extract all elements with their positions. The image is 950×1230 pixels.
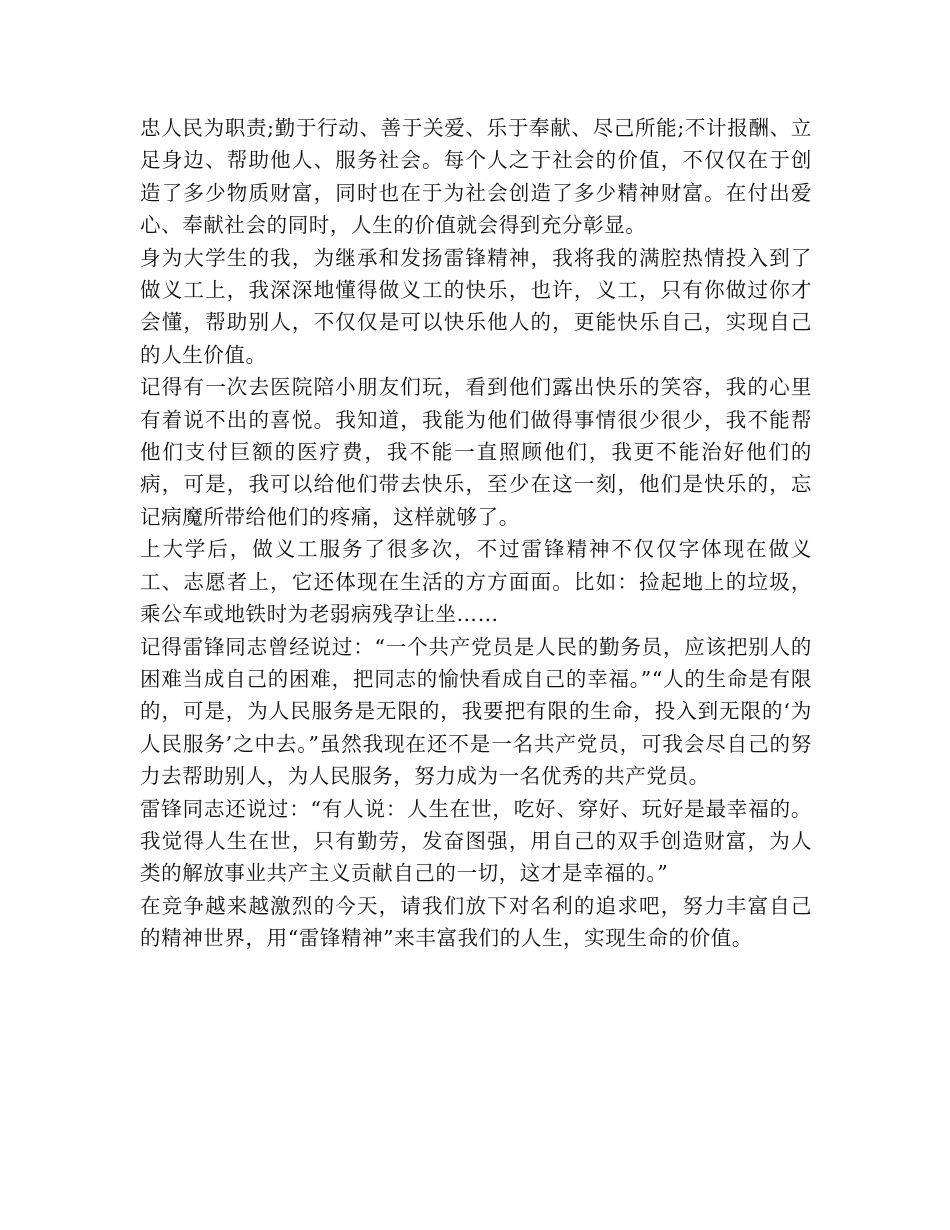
paragraph-3: 记得有一次去医院陪小朋友们玩，看到他们露出快乐的笑容，我的心里有着说不出的喜悦。我知道，我能为他们做得事情很少很少，我不能帮他们支付巨额的医疗费，我不能一直照顾他们，我更不能治好他们的病，可是，我可以给他们带去快乐，至少在这一刻，他们是快乐的，忘记病魔所带给他们的疼痛，这样就够了。	[140, 375, 812, 529]
paragraph-7: 在竞争越来越激烈的今天，请我们放下对名利的追求吧，努力丰富自己的精神世界，用“雷锋精神”来丰富我们的人生，实现生命的价值。	[140, 893, 812, 951]
paragraph-4: 上大学后，做义工服务了很多次，不过雷锋精神不仅仅字体现在做义工、志愿者上，它还体现在生活的方方面面。比如：捡起地上的垃圾，乘公车或地铁时为老弱病残孕让坐……	[140, 537, 812, 627]
document-body	[140, 112, 812, 955]
paragraph-2: 身为大学生的我，为继承和发扬雷锋精神，我将我的满腔热情投入到了做义工上，我深深地懂得做义工的快乐，也许，义工，只有你做过你才会懂，帮助别人，不仅仅是可以快乐他人的，更能快乐自己，实现自己的人生价值。	[140, 245, 812, 367]
paragraph-5: 记得雷锋同志曾经说过：“一个共产党员是人民的勤务员，应该把别人的困难当成自己的困难，把同志的愉快看成自己的幸福。”“人的生命是有限的，可是，为人民服务是无限的，我要把有限的生命，投入到无限的‘为人民服务’之中去。”虽然我现在还不是一名共产党员，可我会尽自己的努力去帮助别人，为人民服务，努力成为一名优秀的共产党员。	[140, 634, 812, 789]
paragraph-6: 雷锋同志还说过：“有人说：人生在世，吃好、穿好、玩好是最幸福的。我觉得人生在世，只有勤劳，发奋图强，用自己的双手创造财富，为人类的解放事业共产主义贡献自己的一切，这才是幸福的。”	[140, 796, 812, 886]
paragraph-1: 忠人民为职责;勤于行动、善于关爱、乐于奉献、尽己所能;不计报酬、立足身边、帮助他人、服务社会。每个人之于社会的价值，不仅仅在于创造了多少物质财富，同时也在于为社会创造了多少精神财富。在付出爱心、奉献社会的同时，人生的价值就会得到充分彰显。	[140, 116, 812, 238]
